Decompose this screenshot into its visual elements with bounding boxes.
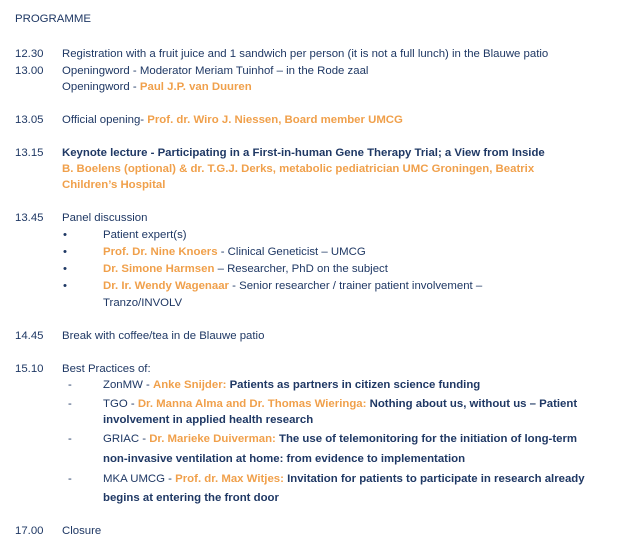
keynote-speakers-line1: B. Boelens (optional) & dr. T.G.J. Derks, metabolic pediatrician UMC Groningen, Beatrix <box>62 163 535 175</box>
time-1700: 17.00 <box>15 525 44 537</box>
bullet-icon: • <box>63 263 67 275</box>
item-closure: Closure <box>62 525 102 537</box>
bullet-icon: • <box>63 280 67 292</box>
time-1345: 13.45 <box>15 212 44 224</box>
best-practice-org: TGO - <box>103 398 138 410</box>
best-practice-org: MKA UMCG - <box>103 473 176 485</box>
keynote-speakers-line2: Children’s Hospital <box>62 179 166 191</box>
item-panel-discussion: Panel discussion <box>62 212 148 224</box>
openingword-label: Openingword - <box>62 81 140 93</box>
best-practice-griac <box>103 433 577 445</box>
best-practice-title: Nothing about us, without us – Patient <box>366 398 578 410</box>
best-practice-griac-title-line2: non-invasive ventilation at home: from evidence to implementation <box>103 453 466 465</box>
best-practice-mka <box>103 473 585 485</box>
item-openingword-speaker <box>62 81 252 93</box>
best-practice-tgo-title-line2: involvement in applied health research <box>103 414 314 426</box>
time-1315: 13.15 <box>15 147 44 159</box>
best-practice-title: Patients as partners in citizen science funding <box>226 379 481 391</box>
item-openingword-moderator: Openingword - Moderator Meriam Tuinhof – in the Rode zaal <box>62 65 369 77</box>
dash-icon: - <box>68 473 72 485</box>
best-practice-org: ZonMW - <box>103 379 153 391</box>
best-practice-tgo <box>103 398 577 410</box>
panel-member-name: Dr. Simone Harmsen <box>103 263 215 275</box>
openingword-speaker-name: Paul J.P. van Duuren <box>139 81 252 93</box>
best-practice-title: Invitation for patients to participate in research already <box>283 473 585 485</box>
panel-member-patient-experts: Patient expert(s) <box>103 229 187 241</box>
dash-icon: - <box>68 433 72 445</box>
official-opening-label: Official opening- <box>62 114 148 126</box>
best-practice-speaker: Prof. dr. Max Witjes: <box>175 473 284 485</box>
best-practice-speaker: Dr. Manna Alma and Dr. Thomas Wieringa: <box>137 398 367 410</box>
panel-member-wagenaar-affiliation: Tranzo/INVOLV <box>103 297 183 309</box>
keynote-title: Keynote lecture - Participating in a First-in-human Gene Therapy Trial; a View from Inside <box>62 147 545 159</box>
time-1230: 12.30 <box>15 48 44 60</box>
best-practice-title: The use of telemonitoring for the initiation of long-term <box>275 433 578 445</box>
dash-icon: - <box>68 379 72 391</box>
panel-member-role: – Researcher, PhD on the subject <box>214 263 388 275</box>
page-title: PROGRAMME <box>15 13 91 25</box>
best-practice-speaker: Dr. Marieke Duiverman: <box>149 433 276 445</box>
panel-member-wagenaar <box>103 280 482 292</box>
best-practice-zonmw <box>103 379 480 391</box>
panel-member-name: Prof. Dr. Nine Knoers <box>103 246 218 258</box>
panel-member-name: Dr. Ir. Wendy Wagenaar <box>103 280 229 292</box>
time-1300: 13.00 <box>15 65 44 77</box>
best-practice-speaker: Anke Snijder: <box>153 379 227 391</box>
item-official-opening <box>62 114 403 126</box>
panel-member-role: - Senior researcher / trainer patient involvement – <box>228 280 483 292</box>
best-practice-org: GRIAC - <box>103 433 150 445</box>
item-registration: Registration with a fruit juice and 1 sandwich per person (it is not a full lunch) in the Blauwe patio <box>62 48 549 60</box>
time-1445: 14.45 <box>15 330 44 342</box>
bullet-icon: • <box>63 246 67 258</box>
panel-member-harmsen <box>103 263 388 275</box>
item-best-practices: Best Practices of: <box>62 363 151 375</box>
dash-icon: - <box>68 398 72 410</box>
time-1305: 13.05 <box>15 114 44 126</box>
panel-member-knoers <box>103 246 366 258</box>
best-practice-mka-title-line2: begins at entering the front door <box>103 492 279 504</box>
time-1510: 15.10 <box>15 363 44 375</box>
bullet-icon: • <box>63 229 67 241</box>
item-break: Break with coffee/tea in de Blauwe patio <box>62 330 265 342</box>
official-opening-speaker: Prof. dr. Wiro J. Niessen, Board member UMCG <box>147 114 403 126</box>
panel-member-role: - Clinical Geneticist – UMCG <box>217 246 366 258</box>
